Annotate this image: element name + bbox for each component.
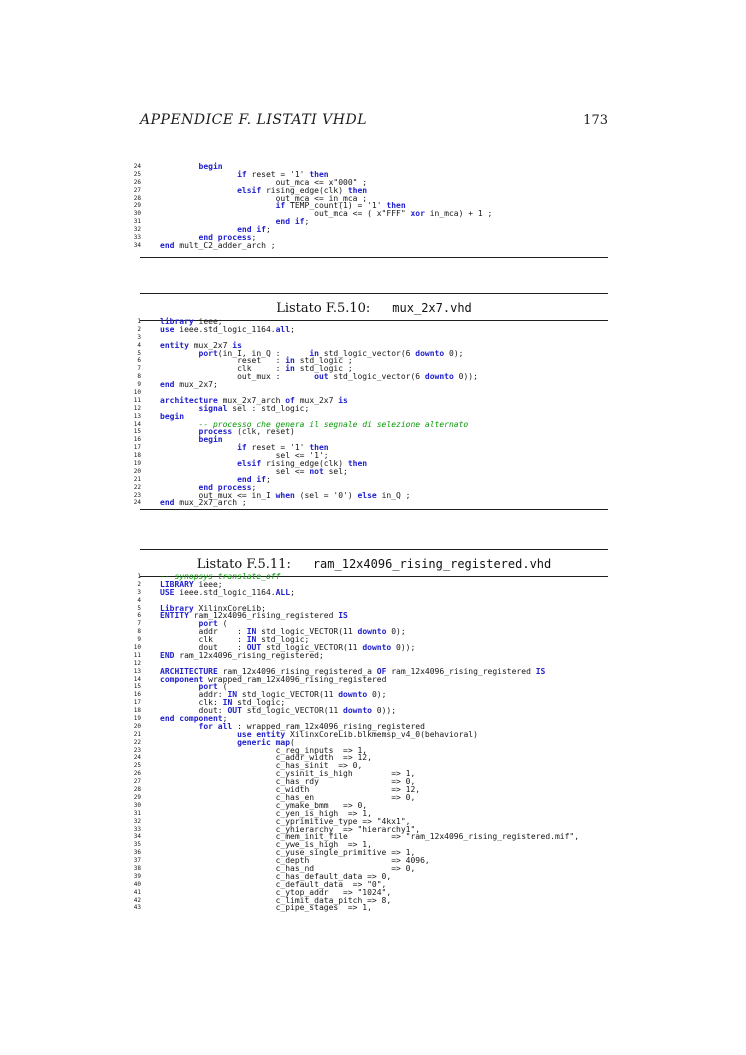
line-number: 25	[133, 170, 141, 178]
line-number: 13	[133, 412, 141, 420]
code-text: begin	[198, 162, 223, 171]
code-text: use ieee.std_logic_1164.all;	[160, 324, 295, 334]
line-number: 14	[133, 675, 141, 683]
code-line	[127, 589, 627, 597]
line-number: 3	[137, 588, 141, 596]
code-text: signal sel : std_logic;	[198, 403, 310, 413]
code-line	[127, 652, 627, 660]
line-number: 32	[133, 226, 141, 234]
code-text: if reset = '1' then	[237, 443, 329, 453]
listing-bottom-rule	[140, 257, 608, 258]
code-text: c_ytop_addr => "1024",	[160, 887, 392, 897]
code-text: out_mux : out std_logic_vector(6 downto 0));	[160, 372, 478, 382]
line-number: 2	[137, 325, 141, 333]
line-number: 15	[133, 683, 141, 691]
code-text: addr : IN std_logic_VECTOR(11 downto 0);	[160, 627, 406, 637]
code-text: c_has_default_data => 0,	[160, 871, 392, 881]
code-text: c_limit_data_pitch => 8,	[160, 895, 392, 905]
line-number: 19	[133, 460, 141, 468]
line-number: 5	[137, 604, 141, 612]
line-number: 28	[133, 786, 141, 794]
code-text: elsif rising_edge(clk) then	[237, 459, 368, 469]
code-text: end mux_2x7;	[160, 380, 218, 390]
code-text: c_pipe_stages => 1,	[160, 903, 372, 913]
line-number: 33	[133, 234, 141, 242]
line-number: 40	[133, 880, 141, 888]
code-text: end component;	[160, 714, 228, 724]
code-text: clk : in std_logic ;	[160, 364, 353, 374]
listing-caption-label: Listato F.5.10:	[276, 301, 371, 316]
code-text: library ieee;	[160, 317, 223, 326]
code-text: c_width => 12,	[160, 785, 421, 795]
code-text: if TEMP_count(1) = '1' then	[275, 201, 406, 211]
code-listing-ram-12x4096	[127, 573, 627, 912]
line-number: 6	[137, 612, 141, 620]
code-text: elsif rising_edge(clk) then	[237, 185, 368, 195]
code-text: begin	[160, 411, 185, 421]
line-number: 22	[133, 483, 141, 491]
line-number: 27	[133, 778, 141, 786]
code-line	[127, 499, 627, 507]
code-text: port(in_I, in_Q : in std_logic_vector(6 downto 0);	[198, 348, 464, 358]
code-text: end mux_2x7_arch ;	[160, 498, 247, 508]
code-text: END ram_12x4096_rising_registered;	[160, 650, 324, 660]
line-number: 3	[137, 333, 141, 341]
code-line	[127, 904, 627, 912]
line-number: 31	[133, 809, 141, 817]
line-number: 6	[137, 357, 141, 365]
listing-caption-filename: mux_2x7.vhd	[392, 301, 472, 315]
line-number: 37	[133, 857, 141, 865]
code-text: out_mca <= x"000" ;	[160, 177, 368, 187]
code-text: c_ymake_bmm => 0,	[160, 800, 368, 810]
code-text: USE ieee.std_logic_1164.ALL;	[160, 587, 295, 597]
code-text: reset : in std_logic ;	[160, 356, 353, 366]
line-number: 8	[137, 373, 141, 381]
line-number: 16	[133, 436, 141, 444]
code-text: out_mca <= in_mca ;	[160, 193, 368, 203]
code-text: c_has_nd => 0,	[160, 863, 416, 873]
code-text: clk: IN std_logic;	[160, 698, 286, 708]
listing-caption-filename: ram_12x4096_rising_registered.vhd	[312, 557, 552, 571]
line-number: 42	[133, 896, 141, 904]
code-text: c_mem_init_file => "ram_12x4096_rising_registered.mif",	[160, 832, 580, 842]
line-number: 38	[133, 864, 141, 872]
line-number: 18	[133, 707, 141, 715]
line-number: 21	[133, 475, 141, 483]
line-number: 9	[137, 636, 141, 644]
line-number: 7	[137, 620, 141, 628]
line-number: 25	[133, 762, 141, 770]
line-number: 24	[133, 163, 141, 170]
line-number: 11	[133, 396, 141, 404]
code-text: -- processo che genera il segnale di selezione alternato	[198, 419, 469, 429]
code-text: end if;	[237, 225, 271, 235]
code-text: clk : IN std_logic;	[160, 635, 310, 645]
line-number: 19	[133, 715, 141, 723]
code-text: dout: OUT std_logic_VECTOR(11 downto 0));	[160, 706, 397, 716]
line-number: 4	[137, 596, 141, 604]
code-text: component wrapped_ram_12x4096_rising_registered	[160, 674, 387, 684]
line-number: 24	[133, 754, 141, 762]
line-number: 20	[133, 722, 141, 730]
code-text: end mult_C2_adder_arch ;	[160, 240, 276, 250]
line-number: 23	[133, 746, 141, 754]
page-header	[140, 112, 608, 128]
code-text: for all : wrapped_ram_12x4096_rising_registered	[198, 721, 425, 731]
code-text: dout : OUT std_logic_VECTOR(11 downto 0));	[160, 643, 416, 653]
code-text: c_yprimitive_type => "4kx1",	[160, 816, 411, 826]
code-text: c_ysinit_is_high => 1,	[160, 769, 416, 779]
line-number: 33	[133, 825, 141, 833]
line-number: 2	[137, 580, 141, 588]
listing-bottom-rule	[140, 509, 608, 510]
line-number: 10	[133, 389, 141, 397]
code-line	[127, 326, 627, 334]
code-text: begin	[198, 435, 223, 445]
code-text: port (	[198, 682, 228, 692]
line-number: 30	[133, 210, 141, 218]
line-number: 23	[133, 491, 141, 499]
line-number: 30	[133, 801, 141, 809]
code-text: addr: IN std_logic_VECTOR(11 downto 0);	[160, 690, 387, 700]
code-text: sel <= '1';	[160, 451, 329, 461]
code-text: c_depth => 4096,	[160, 856, 430, 866]
code-text: port (	[198, 619, 228, 629]
code-text: c_reg_inputs => 1,	[160, 745, 368, 755]
code-line	[127, 242, 627, 250]
code-text: -- synopsys translate_off	[160, 572, 281, 581]
line-number: 26	[133, 770, 141, 778]
line-number: 5	[137, 349, 141, 357]
code-text: c_yuse_single_primitive => 1,	[160, 848, 416, 858]
code-text: c_has_rdy => 0,	[160, 777, 416, 787]
code-text: c_has_sinit => 0,	[160, 761, 363, 771]
line-number: 10	[133, 644, 141, 652]
code-text: end if;	[275, 217, 310, 227]
code-text: c_default_data => "0",	[160, 879, 387, 889]
line-number: 8	[137, 628, 141, 636]
line-number: 9	[137, 381, 141, 389]
code-text: entity mux_2x7 is	[160, 340, 242, 350]
line-number: 31	[133, 218, 141, 226]
line-number: 41	[133, 888, 141, 896]
code-text: end if;	[237, 474, 271, 484]
line-number: 17	[133, 444, 141, 452]
line-number: 12	[133, 404, 141, 412]
line-number: 1	[137, 573, 141, 580]
chapter-title: APPENDICE F. LISTATI VHDL	[140, 112, 367, 128]
code-listing-continuation	[127, 163, 627, 250]
code-text: out_mux <= in_I when (sel = '0') else in_Q ;	[160, 490, 411, 500]
line-number: 17	[133, 699, 141, 707]
code-text: ARCHITECTURE ram_12x4096_rising_registered_a OF ram_12x4096_rising_registered IS	[160, 666, 546, 676]
code-text: c_has_en => 0,	[160, 792, 416, 802]
code-listing-mux-2x7	[127, 318, 627, 507]
listing-caption-label: Listato F.5.11:	[196, 557, 291, 572]
code-text: process (clk, reset)	[198, 427, 295, 437]
code-text: end process;	[198, 233, 257, 243]
line-number: 18	[133, 452, 141, 460]
code-text: c_ywe_is_high => 1,	[160, 840, 372, 850]
line-number: 43	[133, 904, 141, 912]
line-number: 34	[133, 833, 141, 841]
code-text: c_yhierarchy => "hierarchy1",	[160, 824, 421, 834]
line-number: 15	[133, 428, 141, 436]
line-number: 39	[133, 872, 141, 880]
line-number: 13	[133, 667, 141, 675]
line-number: 24	[133, 499, 141, 507]
line-number: 14	[133, 420, 141, 428]
code-text: LIBRARY ieee;	[160, 579, 223, 589]
code-line	[127, 381, 627, 389]
code-text: c_yen_is_high => 1,	[160, 808, 372, 818]
line-number: 32	[133, 817, 141, 825]
line-number: 20	[133, 467, 141, 475]
code-text: c_addr_width => 12,	[160, 753, 372, 763]
code-text: generic map(	[237, 737, 295, 747]
line-number: 26	[133, 178, 141, 186]
code-text: ENTITY ram_12x4096_rising_registered IS	[160, 611, 348, 621]
line-number: 12	[133, 659, 141, 667]
page-number: 173	[583, 113, 608, 128]
code-text: sel <= not sel;	[160, 466, 348, 476]
line-number: 11	[133, 651, 141, 659]
line-number: 7	[137, 365, 141, 373]
line-number: 34	[133, 241, 141, 249]
code-text: use entity XilinxCoreLib.blkmemsp_v4_0(behavioral)	[237, 729, 478, 739]
code-text: architecture mux_2x7_arch of mux_2x7 is	[160, 395, 348, 405]
line-number: 27	[133, 186, 141, 194]
line-number: 29	[133, 793, 141, 801]
line-number: 28	[133, 194, 141, 202]
line-number: 22	[133, 738, 141, 746]
code-text: Library XilinxCoreLib;	[160, 603, 266, 613]
line-number: 21	[133, 730, 141, 738]
line-number: 36	[133, 849, 141, 857]
code-text: out_mca <= ( x"FFF" xor in_mca) + 1 ;	[160, 209, 493, 219]
code-line	[127, 405, 627, 413]
code-text: end process;	[198, 482, 257, 492]
line-number: 4	[137, 341, 141, 349]
code-text: if reset = '1' then	[237, 169, 329, 179]
line-number: 35	[133, 841, 141, 849]
line-number: 29	[133, 202, 141, 210]
line-number: 16	[133, 691, 141, 699]
line-number: 1	[137, 318, 141, 325]
